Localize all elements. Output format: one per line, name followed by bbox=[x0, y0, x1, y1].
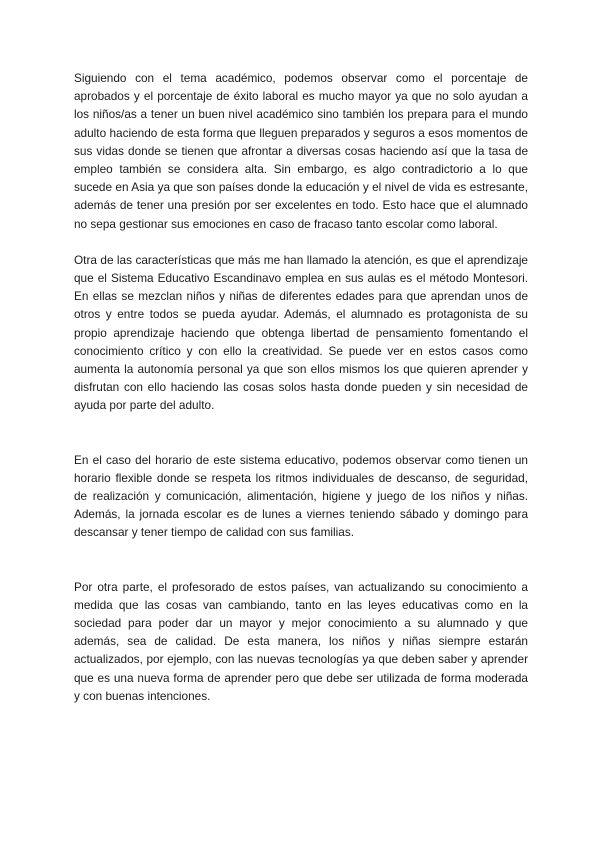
paragraph-montessori-method: Otra de las características que más me han llamado la atención, es que el aprendizaje que el Sistema Educativo Escandinavo emplea en sus aulas es el método Montesori. En ellas se mezclan niños y niñas de diferentes edades para que aprendan unos de otros y entre todos se pueda ayudar. Además, el alumnado es protagonista de su propio aprendizaje haciendo que obtenga libertad de pensamiento fomentando el conocimiento crítico y con ello la creatividad. Se puede ver en estos casos como aumenta la autonomía personal ya que son ellos mismos los que quieren aprender y disfrutan con ello haciendo las cosas solos hasta donde pueden y sin necesidad de ayuda por parte del adulto. bbox=[74, 252, 528, 413]
paragraph-teacher-training: Por otra parte, el profesorado de estos países, van actualizando su conocimiento a medida que las cosas van cambiando, tanto en las leyes educativas como en la sociedad para poder dar un mayor y mejor conocimiento a su alumnado y que además, sea de calidad. De esta manera, los niños y niñas siempre estarán actualizados, por ejemplo, con las nuevas tecnologías ya que deben saber y aprender que es una nueva forma de aprender pero que debe ser utilizada de forma moderada y con buenas intenciones. bbox=[74, 579, 528, 703]
paragraph-spacer bbox=[74, 233, 528, 251]
paragraph-spacer bbox=[74, 415, 528, 451]
paragraph-academic-success: Siguiendo con el tema académico, podemos observar como el porcentaje de aprobados y el porcentaje de éxito laboral es mucho mayor ya que no solo ayudan a los niños/as a tener un buen nivel académico sino también los prepara para el mundo adulto haciendo de esta forma que lleguen preparados y seguros a esos momentos de sus vidas donde se tienen que afrontar a diversas cosas haciendo así que la tasa de empleo también se considera alta. Sin embargo, es algo contradictorio a lo que sucede en Asia ya que son países donde la educación y el nivel de vida es estresante, además de tener una presión por ser excelentes en todo. Esto hace que el alumnado no sepa gestionar sus emociones en caso de fracaso tanto escolar como laboral. bbox=[74, 71, 528, 231]
paragraph-school-schedule: En el caso del horario de este sistema educativo, podemos observar como tienen un horario flexible donde se respeta los ritmos individuales de descanso, de seguridad, de realización y comunicación, alimentación, higiene y juego de los niños y niñas. Además, la jornada escolar es de lunes a viernes teniendo sábado y domingo para descansar y tener tiempo de calidad con sus familias. bbox=[74, 452, 528, 540]
document-body bbox=[74, 69, 528, 705]
paragraph-spacer bbox=[74, 542, 528, 578]
